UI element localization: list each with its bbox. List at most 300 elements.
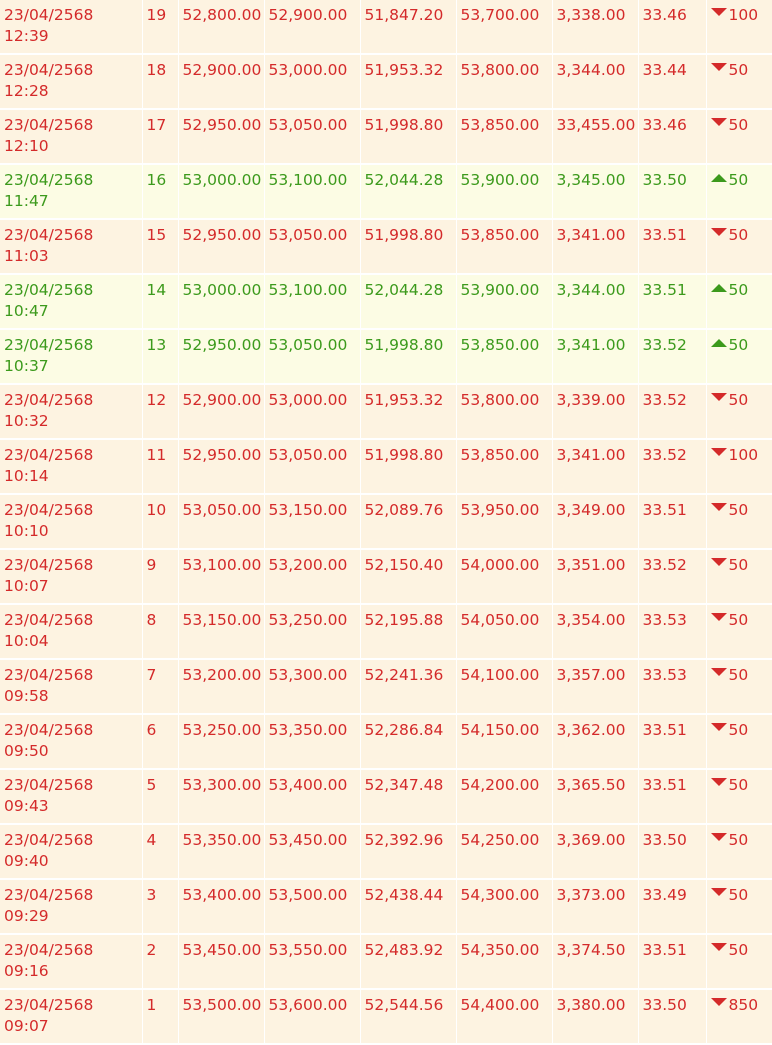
- change-value: 50: [728, 171, 749, 189]
- sequence-cell: [142, 934, 178, 989]
- sequence-cell: [142, 494, 178, 549]
- triangle-down-icon: [711, 668, 727, 676]
- price-cell-5: [552, 439, 638, 494]
- price-cell-4: [456, 549, 552, 604]
- time-text: 10:04: [4, 632, 49, 650]
- triangle-down-icon: [711, 118, 727, 126]
- datetime-cell: [0, 0, 142, 54]
- buy-price-cell: [178, 219, 264, 274]
- table-row: [0, 219, 772, 274]
- price-cell-5-value: 3,374.50: [556, 941, 626, 959]
- price-cell-5: [552, 384, 638, 439]
- triangle-down-icon: [711, 448, 727, 456]
- price-cell-5: [552, 824, 638, 879]
- sell-price-cell-value: 53,350.00: [268, 721, 348, 739]
- price-cell-3-value: 52,195.88: [364, 611, 444, 629]
- time-text: 12:28: [4, 82, 49, 100]
- time-text: 11:03: [4, 247, 49, 265]
- change-value: 50: [728, 831, 749, 849]
- price-cell-3: [360, 549, 456, 604]
- price-cell-5: [552, 549, 638, 604]
- price-cell-3-value: 52,044.28: [364, 281, 444, 299]
- rate-cell-value: 33.51: [642, 941, 687, 959]
- time-text: 09:16: [4, 962, 49, 980]
- rate-cell-value: 33.51: [642, 776, 687, 794]
- price-cell-5-value: 3,357.00: [556, 666, 626, 684]
- price-cell-4-value: 54,100.00: [460, 666, 540, 684]
- price-cell-3-value: 51,953.32: [364, 391, 444, 409]
- date-text: 23/04/2568: [4, 996, 94, 1014]
- sell-price-cell: [264, 989, 360, 1044]
- time-text: 09:40: [4, 852, 49, 870]
- change-cell: [706, 604, 772, 659]
- rate-cell-value: 33.44: [642, 61, 687, 79]
- price-cell-5-value: 3,341.00: [556, 446, 626, 464]
- table-row: [0, 989, 772, 1044]
- price-cell-5: [552, 0, 638, 54]
- triangle-down-icon: [711, 613, 727, 621]
- datetime-cell: [0, 329, 142, 384]
- triangle-up-icon: [711, 339, 727, 347]
- sequence-number: 17: [146, 116, 167, 134]
- price-cell-3: [360, 329, 456, 384]
- price-cell-3: [360, 0, 456, 54]
- price-cell-4: [456, 714, 552, 769]
- price-cell-4-value: 53,850.00: [460, 116, 540, 134]
- datetime-cell: [0, 989, 142, 1044]
- date-text: 23/04/2568: [4, 226, 94, 244]
- triangle-down-icon: [711, 888, 727, 896]
- sell-price-cell-value: 53,600.00: [268, 996, 348, 1014]
- price-cell-5: [552, 329, 638, 384]
- buy-price-cell-value: 53,000.00: [182, 281, 262, 299]
- change-cell: [706, 824, 772, 879]
- change-cell: [706, 989, 772, 1044]
- buy-price-cell-value: 52,950.00: [182, 336, 262, 354]
- buy-price-cell-value: 52,950.00: [182, 116, 262, 134]
- sequence-number: 9: [146, 556, 157, 574]
- sequence-number: 12: [146, 391, 167, 409]
- time-text: 09:58: [4, 687, 49, 705]
- datetime-cell: [0, 54, 142, 109]
- price-cell-4: [456, 879, 552, 934]
- price-cell-3: [360, 219, 456, 274]
- buy-price-cell: [178, 0, 264, 54]
- triangle-down-icon: [711, 8, 727, 16]
- table-row: [0, 769, 772, 824]
- sequence-number: 15: [146, 226, 167, 244]
- sell-price-cell-value: 53,250.00: [268, 611, 348, 629]
- date-text: 23/04/2568: [4, 391, 94, 409]
- change-value: 100: [728, 446, 759, 464]
- time-text: 10:07: [4, 577, 49, 595]
- change-cell: [706, 164, 772, 219]
- sequence-number: 11: [146, 446, 167, 464]
- date-text: 23/04/2568: [4, 776, 94, 794]
- table-row: [0, 934, 772, 989]
- buy-price-cell-value: 53,300.00: [182, 776, 262, 794]
- triangle-down-icon: [711, 778, 727, 786]
- datetime-cell: [0, 384, 142, 439]
- buy-price-cell: [178, 109, 264, 164]
- change-cell: [706, 219, 772, 274]
- rate-cell-value: 33.46: [642, 6, 687, 24]
- price-cell-5-value: 3,341.00: [556, 336, 626, 354]
- sequence-cell: [142, 879, 178, 934]
- price-cell-3-value: 52,438.44: [364, 886, 444, 904]
- change-value: 50: [728, 611, 749, 629]
- table-row: [0, 879, 772, 934]
- sequence-cell: [142, 329, 178, 384]
- price-cell-4-value: 54,250.00: [460, 831, 540, 849]
- table-row: [0, 0, 772, 54]
- rate-cell-value: 33.51: [642, 226, 687, 244]
- time-text: 09:07: [4, 1017, 49, 1035]
- date-text: 23/04/2568: [4, 501, 94, 519]
- price-cell-3: [360, 714, 456, 769]
- price-cell-3: [360, 109, 456, 164]
- buy-price-cell: [178, 164, 264, 219]
- price-cell-3: [360, 274, 456, 329]
- time-text: 11:47: [4, 192, 49, 210]
- rate-cell: [638, 329, 706, 384]
- datetime-cell: [0, 714, 142, 769]
- sell-price-cell: [264, 824, 360, 879]
- price-cell-5: [552, 274, 638, 329]
- buy-price-cell-value: 52,800.00: [182, 6, 262, 24]
- price-cell-4: [456, 384, 552, 439]
- price-cell-5-value: 3,339.00: [556, 391, 626, 409]
- buy-price-cell: [178, 384, 264, 439]
- buy-price-cell-value: 52,900.00: [182, 391, 262, 409]
- triangle-up-icon: [711, 284, 727, 292]
- change-cell: [706, 54, 772, 109]
- price-cell-3-value: 52,544.56: [364, 996, 444, 1014]
- rate-cell-value: 33.52: [642, 556, 687, 574]
- triangle-down-icon: [711, 63, 727, 71]
- sell-price-cell-value: 53,550.00: [268, 941, 348, 959]
- buy-price-cell-value: 53,450.00: [182, 941, 262, 959]
- change-cell: [706, 879, 772, 934]
- sequence-cell: [142, 439, 178, 494]
- change-value: 50: [728, 886, 749, 904]
- price-cell-4-value: 53,800.00: [460, 391, 540, 409]
- buy-price-cell-value: 53,500.00: [182, 996, 262, 1014]
- price-cell-3-value: 51,998.80: [364, 336, 444, 354]
- datetime-cell: [0, 769, 142, 824]
- sequence-cell: [142, 109, 178, 164]
- date-text: 23/04/2568: [4, 116, 94, 134]
- triangle-down-icon: [711, 833, 727, 841]
- sell-price-cell-value: 52,900.00: [268, 6, 348, 24]
- change-cell: [706, 109, 772, 164]
- price-cell-5-value: 3,369.00: [556, 831, 626, 849]
- sell-price-cell: [264, 494, 360, 549]
- table-row: [0, 329, 772, 384]
- rate-cell: [638, 164, 706, 219]
- price-cell-5: [552, 164, 638, 219]
- price-cell-3-value: 52,089.76: [364, 501, 444, 519]
- price-cell-4-value: 53,800.00: [460, 61, 540, 79]
- sell-price-cell-value: 53,450.00: [268, 831, 348, 849]
- datetime-cell: [0, 824, 142, 879]
- price-cell-5-value: 3,362.00: [556, 721, 626, 739]
- sequence-number: 13: [146, 336, 167, 354]
- table-row: [0, 274, 772, 329]
- rate-cell: [638, 219, 706, 274]
- sequence-number: 1: [146, 996, 157, 1014]
- rate-cell: [638, 549, 706, 604]
- sequence-cell: [142, 989, 178, 1044]
- change-value: 100: [728, 6, 759, 24]
- sequence-number: 14: [146, 281, 167, 299]
- datetime-cell: [0, 439, 142, 494]
- sell-price-cell: [264, 109, 360, 164]
- sequence-cell: [142, 0, 178, 54]
- sell-price-cell: [264, 439, 360, 494]
- sequence-cell: [142, 384, 178, 439]
- date-text: 23/04/2568: [4, 721, 94, 739]
- price-cell-3-value: 51,998.80: [364, 116, 444, 134]
- change-value: 50: [728, 941, 749, 959]
- date-text: 23/04/2568: [4, 336, 94, 354]
- datetime-cell: [0, 274, 142, 329]
- rate-cell: [638, 494, 706, 549]
- price-cell-3: [360, 164, 456, 219]
- rate-cell-value: 33.53: [642, 666, 687, 684]
- sequence-cell: [142, 549, 178, 604]
- price-cell-4: [456, 934, 552, 989]
- sequence-number: 2: [146, 941, 157, 959]
- price-cell-4: [456, 219, 552, 274]
- change-value: 50: [728, 721, 749, 739]
- rate-cell-value: 33.53: [642, 611, 687, 629]
- price-cell-4: [456, 989, 552, 1044]
- buy-price-cell: [178, 494, 264, 549]
- datetime-cell: [0, 219, 142, 274]
- price-cell-3: [360, 934, 456, 989]
- table-row: [0, 604, 772, 659]
- rate-cell-value: 33.52: [642, 446, 687, 464]
- triangle-down-icon: [711, 393, 727, 401]
- price-cell-3-value: 52,483.92: [364, 941, 444, 959]
- change-cell: [706, 769, 772, 824]
- price-cell-3: [360, 824, 456, 879]
- price-cell-5-value: 3,349.00: [556, 501, 626, 519]
- table-row: [0, 824, 772, 879]
- sell-price-cell: [264, 384, 360, 439]
- rate-cell-value: 33.51: [642, 501, 687, 519]
- change-value: 850: [728, 996, 759, 1014]
- buy-price-cell-value: 53,400.00: [182, 886, 262, 904]
- change-cell: [706, 274, 772, 329]
- buy-price-cell-value: 53,200.00: [182, 666, 262, 684]
- sequence-cell: [142, 604, 178, 659]
- price-cell-4-value: 54,400.00: [460, 996, 540, 1014]
- sequence-number: 16: [146, 171, 167, 189]
- change-value: 50: [728, 61, 749, 79]
- price-cell-3: [360, 879, 456, 934]
- sequence-number: 5: [146, 776, 157, 794]
- price-cell-3: [360, 494, 456, 549]
- datetime-cell: [0, 604, 142, 659]
- sell-price-cell: [264, 604, 360, 659]
- buy-price-cell-value: 52,900.00: [182, 61, 262, 79]
- triangle-down-icon: [711, 503, 727, 511]
- change-cell: [706, 494, 772, 549]
- price-cell-4-value: 53,950.00: [460, 501, 540, 519]
- price-cell-3-value: 52,347.48: [364, 776, 444, 794]
- sell-price-cell: [264, 219, 360, 274]
- buy-price-cell-value: 53,000.00: [182, 171, 262, 189]
- date-text: 23/04/2568: [4, 886, 94, 904]
- sequence-number: 18: [146, 61, 167, 79]
- buy-price-cell: [178, 714, 264, 769]
- time-text: 09:43: [4, 797, 49, 815]
- time-text: 09:50: [4, 742, 49, 760]
- sell-price-cell-value: 53,200.00: [268, 556, 348, 574]
- sell-price-cell-value: 53,050.00: [268, 446, 348, 464]
- table-row: [0, 549, 772, 604]
- change-cell: [706, 714, 772, 769]
- datetime-cell: [0, 109, 142, 164]
- sell-price-cell-value: 53,100.00: [268, 281, 348, 299]
- price-cell-3-value: 52,286.84: [364, 721, 444, 739]
- rate-cell-value: 33.52: [642, 391, 687, 409]
- sequence-number: 19: [146, 6, 167, 24]
- change-value: 50: [728, 116, 749, 134]
- date-text: 23/04/2568: [4, 171, 94, 189]
- table-row: [0, 714, 772, 769]
- change-cell: [706, 329, 772, 384]
- price-cell-4: [456, 604, 552, 659]
- price-cell-5: [552, 494, 638, 549]
- price-cell-4-value: 54,200.00: [460, 776, 540, 794]
- time-text: 10:14: [4, 467, 49, 485]
- date-text: 23/04/2568: [4, 831, 94, 849]
- rate-cell: [638, 274, 706, 329]
- rate-cell: [638, 769, 706, 824]
- table-row: [0, 54, 772, 109]
- date-text: 23/04/2568: [4, 61, 94, 79]
- price-cell-4: [456, 769, 552, 824]
- price-cell-3: [360, 989, 456, 1044]
- change-value: 50: [728, 391, 749, 409]
- change-value: 50: [728, 501, 749, 519]
- price-cell-4-value: 54,350.00: [460, 941, 540, 959]
- date-text: 23/04/2568: [4, 941, 94, 959]
- buy-price-cell-value: 53,350.00: [182, 831, 262, 849]
- change-cell: [706, 934, 772, 989]
- rate-cell: [638, 659, 706, 714]
- sequence-number: 4: [146, 831, 157, 849]
- sell-price-cell: [264, 164, 360, 219]
- price-cell-4: [456, 0, 552, 54]
- price-cell-5: [552, 54, 638, 109]
- sell-price-cell-value: 53,050.00: [268, 116, 348, 134]
- sell-price-cell: [264, 714, 360, 769]
- price-cell-3-value: 52,150.40: [364, 556, 444, 574]
- triangle-down-icon: [711, 228, 727, 236]
- price-cell-4: [456, 274, 552, 329]
- sell-price-cell: [264, 659, 360, 714]
- price-cell-5: [552, 714, 638, 769]
- datetime-cell: [0, 659, 142, 714]
- buy-price-cell-value: 52,950.00: [182, 446, 262, 464]
- price-cell-3: [360, 439, 456, 494]
- buy-price-cell: [178, 989, 264, 1044]
- price-cell-3-value: 52,044.28: [364, 171, 444, 189]
- rate-cell-value: 33.50: [642, 996, 687, 1014]
- sequence-number: 7: [146, 666, 157, 684]
- sell-price-cell: [264, 549, 360, 604]
- price-cell-5-value: 3,351.00: [556, 556, 626, 574]
- rate-cell: [638, 879, 706, 934]
- rate-cell: [638, 714, 706, 769]
- price-cell-5: [552, 879, 638, 934]
- buy-price-cell: [178, 934, 264, 989]
- price-cell-5-value: 3,380.00: [556, 996, 626, 1014]
- price-cell-4: [456, 164, 552, 219]
- time-text: 10:32: [4, 412, 49, 430]
- time-text: 10:47: [4, 302, 49, 320]
- sell-price-cell: [264, 54, 360, 109]
- buy-price-cell: [178, 769, 264, 824]
- sequence-cell: [142, 769, 178, 824]
- price-cell-5: [552, 769, 638, 824]
- price-cell-4: [456, 439, 552, 494]
- change-value: 50: [728, 281, 749, 299]
- sequence-cell: [142, 219, 178, 274]
- sell-price-cell-value: 53,100.00: [268, 171, 348, 189]
- table-row: [0, 439, 772, 494]
- price-cell-5-value: 3,345.00: [556, 171, 626, 189]
- price-cell-3: [360, 384, 456, 439]
- triangle-down-icon: [711, 998, 727, 1006]
- buy-price-cell-value: 53,050.00: [182, 501, 262, 519]
- time-text: 10:37: [4, 357, 49, 375]
- table-row: [0, 109, 772, 164]
- triangle-down-icon: [711, 723, 727, 731]
- sequence-cell: [142, 824, 178, 879]
- price-cell-3-value: 51,847.20: [364, 6, 444, 24]
- price-cell-4: [456, 659, 552, 714]
- price-cell-3-value: 51,953.32: [364, 61, 444, 79]
- price-cell-4: [456, 494, 552, 549]
- sequence-cell: [142, 659, 178, 714]
- price-cell-5-value: 3,373.00: [556, 886, 626, 904]
- price-cell-5-value: 33,455.00: [556, 116, 636, 134]
- price-cell-5-value: 3,341.00: [556, 226, 626, 244]
- change-value: 50: [728, 666, 749, 684]
- change-cell: [706, 439, 772, 494]
- price-cell-4-value: 53,700.00: [460, 6, 540, 24]
- price-cell-5: [552, 604, 638, 659]
- date-text: 23/04/2568: [4, 446, 94, 464]
- sell-price-cell-value: 53,000.00: [268, 61, 348, 79]
- rate-cell: [638, 934, 706, 989]
- price-cell-5-value: 3,344.00: [556, 61, 626, 79]
- price-cell-4-value: 53,900.00: [460, 171, 540, 189]
- date-text: 23/04/2568: [4, 611, 94, 629]
- sequence-cell: [142, 54, 178, 109]
- sell-price-cell-value: 53,400.00: [268, 776, 348, 794]
- buy-price-cell: [178, 274, 264, 329]
- price-cell-4: [456, 109, 552, 164]
- rate-cell: [638, 604, 706, 659]
- datetime-cell: [0, 164, 142, 219]
- price-cell-5-value: 3,338.00: [556, 6, 626, 24]
